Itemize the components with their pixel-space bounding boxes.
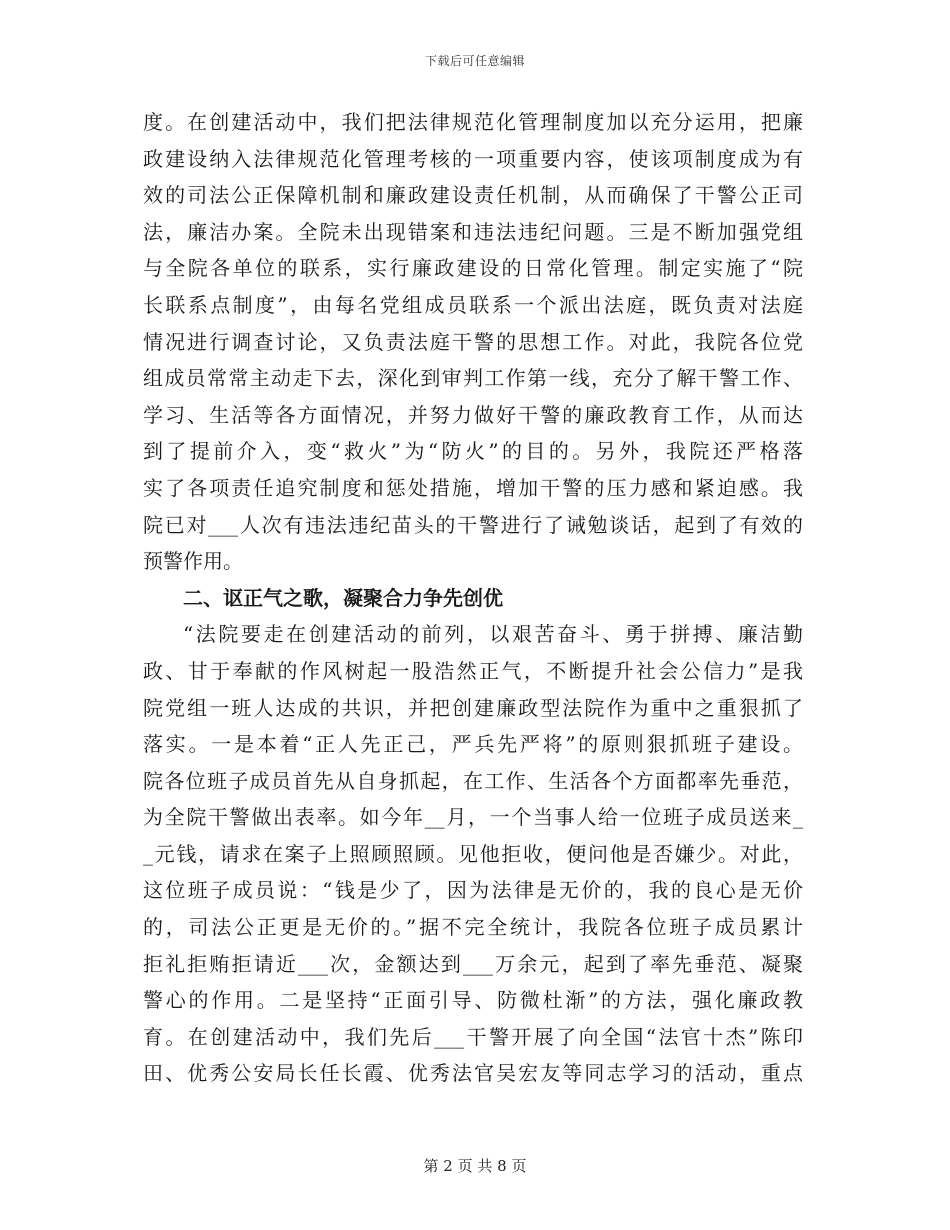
paragraph-line: 实了各项责任追究制度和惩处措施，增加干警的压力感和紧迫感。我	[143, 475, 803, 500]
paragraph-line: 的，司法公正更是无价的。”据不完全统计，我院各位班子成员累计	[143, 915, 803, 940]
paragraph-line: 学习、生活等各方面情况，并努力做好干警的廉政教育工作，从而达	[143, 402, 803, 427]
paragraph-line: 法，廉洁办案。全院未出现错案和违法违纪问题。三是不断加强党组	[143, 219, 803, 244]
paragraph-line: 到了提前介入，变“救火”为“防火”的目的。另外，我院还严格落	[143, 439, 803, 464]
paragraph-line: 度。在创建活动中，我们把法律规范化管理制度加以充分运用，把廉	[143, 110, 803, 134]
paragraph-line: 拒礼拒贿拒请近___次，金额达到___万余元，起到了率先垂范、凝聚	[143, 951, 803, 976]
paragraph-line: 田、优秀公安局长任长霞、优秀法官吴宏友等同志学习的活动，重点	[143, 1061, 803, 1086]
paragraph-line: 落实。一是本着“正人先正己，严兵先严将”的原则狠抓班子建设。	[143, 732, 803, 757]
paragraph-line: 院各位班子成员首先从自身抓起，在工作、生活各个方面都率先垂范，	[143, 768, 803, 793]
document-body	[143, 104, 803, 1092]
paragraph-line: 与全院各单位的联系，实行廉政建设的日常化管理。制定实施了“院	[143, 256, 803, 281]
paragraph-line: 为全院干警做出表率。如今年__月，一个当事人给一位班子成员送来_	[143, 805, 803, 830]
paragraph-line: _元钱，请求在案子上照顾照顾。见他拒收，便问他是否嫌少。对此，	[143, 841, 803, 866]
paragraph-line: 预警作用。	[143, 549, 243, 574]
paragraph-line: 效的司法公正保障机制和廉政建设责任机制，从而确保了干警公正司	[143, 183, 803, 208]
paragraph-line: 政建设纳入法律规范化管理考核的一项重要内容，使该项制度成为有	[143, 146, 803, 171]
paragraph-line: 长联系点制度”，由每名党组成员联系一个派出法庭，既负责对法庭	[143, 292, 803, 317]
paragraph-line: 院已对___人次有违法违纪苗头的干警进行了诫勉谈话，起到了有效的	[143, 512, 803, 537]
paragraph-line: 组成员常常主动走下去，深化到审判工作第一线，充分了解干警工作、	[143, 366, 803, 391]
paragraph-line: 院党组一班人达成的共识，并把创建廉政型法院作为重中之重狠抓了	[143, 695, 803, 720]
paragraph-line: “法院要走在创建活动的前列，以艰苦奋斗、勇于拼搏、廉洁勤	[183, 622, 803, 647]
paragraph-line: 这位班子成员说：“钱是少了，因为法律是无价的，我的良心是无价	[143, 878, 803, 903]
paragraph-line: 育。在创建活动中，我们先后___干警开展了向全国“法官十杰”陈印	[143, 1024, 803, 1049]
page-header-note: 下载后可任意编辑	[424, 54, 525, 68]
page-number: 第 2 页 共 8 页	[423, 1157, 527, 1175]
paragraph-line: 警心的作用。二是坚持“正面引导、防微杜渐”的方法，强化廉政教	[143, 988, 803, 1013]
section-heading: 二、讴正气之歌，凝聚合力争先创优	[183, 585, 503, 610]
paragraph-line: 情况进行调查讨论，又负责法庭干警的思想工作。对此，我院各位党	[143, 329, 803, 354]
paragraph-line: 政、甘于奉献的作风树起一股浩然正气，不断提升社会公信力”是我	[143, 658, 803, 683]
